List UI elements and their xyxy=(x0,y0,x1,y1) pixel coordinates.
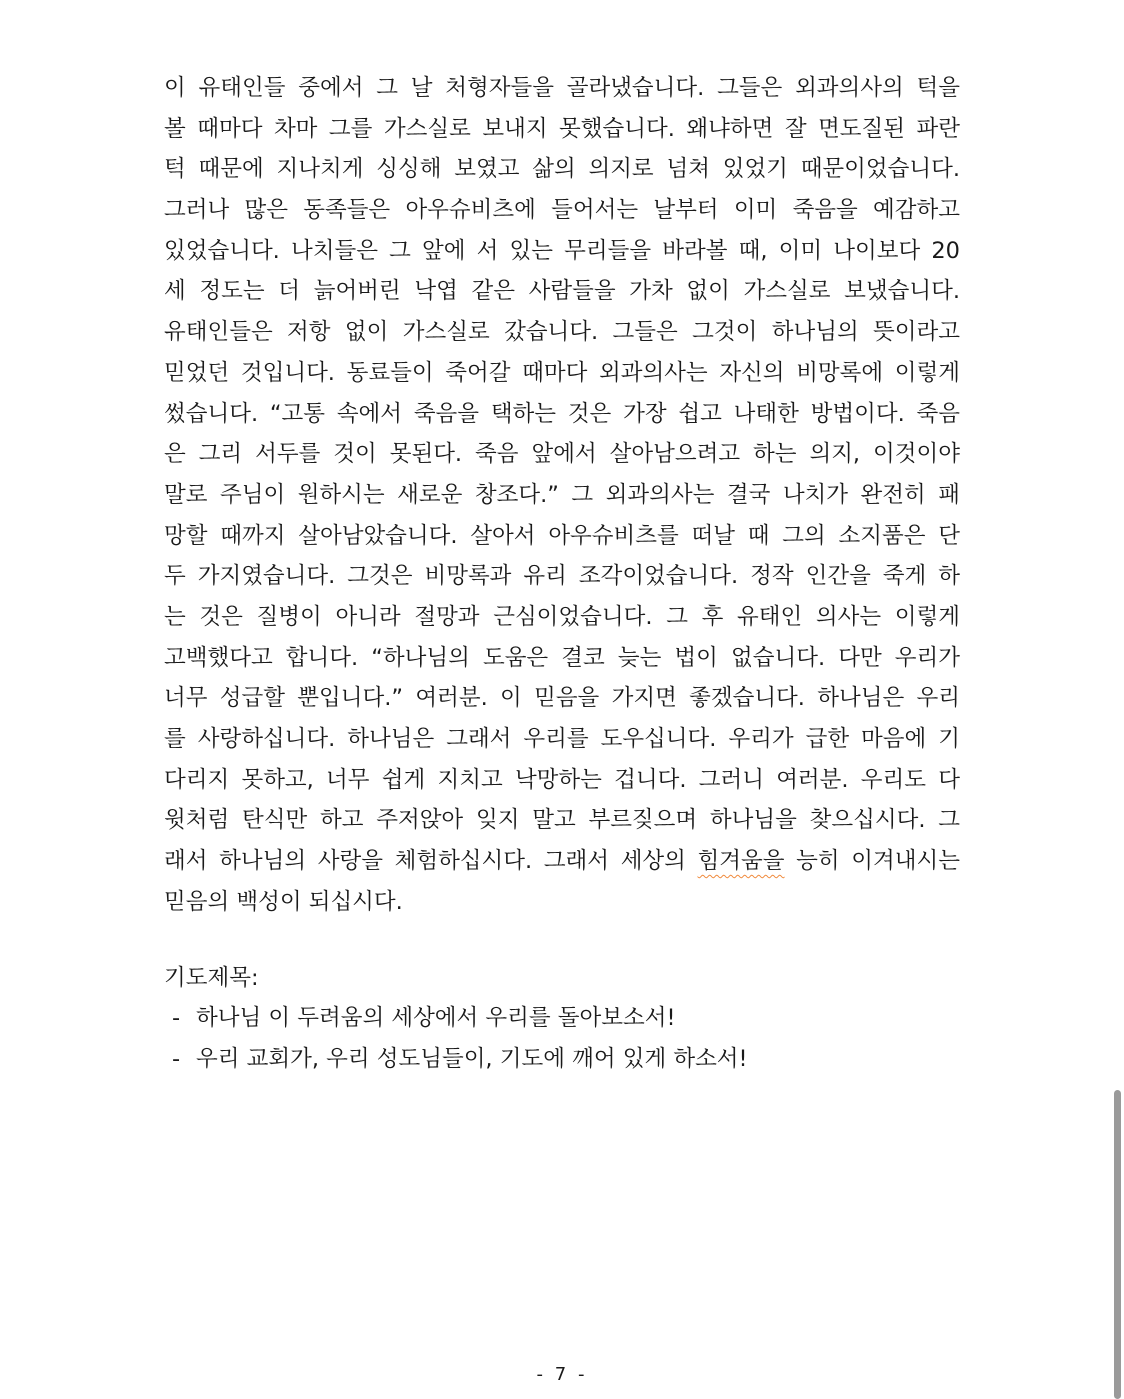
body-line: 망할 때까지 살아남았습니다. 살아서 아우슈비츠를 떠날 때 그의 소지품은 단 xyxy=(164,522,960,549)
body-line: 은 그리 서두를 것이 못된다. 죽음 앞에서 살아남으려고 하는 의지, 이것이야 xyxy=(164,441,960,468)
prayer-title: 기도제목: xyxy=(164,965,259,991)
prayer-item xyxy=(172,1039,748,1080)
bullet-dash: - xyxy=(172,1005,181,1031)
body-text-segment: 래서 하나님의 사랑을 체험하십시다. 그래서 세상의 xyxy=(164,848,698,875)
body-line xyxy=(164,841,960,882)
body-line: 믿었던 것입니다. 동료들이 죽어갈 때마다 외과의사는 자신의 비망록에 이렇게 xyxy=(164,359,960,386)
body-line: 말로 주님이 원하시는 새로운 창조다.” 그 외과의사는 결국 나치가 완전히 패 xyxy=(164,481,960,508)
prayer-item-text: 하나님 이 두려움의 세상에서 우리를 돌아보소서! xyxy=(196,1005,676,1031)
prayer-list xyxy=(172,998,748,1079)
body-line: 믿음의 백성이 되십시다. xyxy=(164,888,403,915)
sermon-body xyxy=(164,68,960,922)
spellcheck-flagged-word[interactable]: 힘겨움을 xyxy=(697,848,785,875)
body-text-segment: 능히 이겨내시는 xyxy=(784,848,960,875)
body-line: 를 사랑하십니다. 하나님은 그래서 우리를 도우십니다. 우리가 급한 마음에 기 xyxy=(164,726,960,752)
body-line: 있었습니다. 나치들은 그 앞에 서 있는 무리들을 바라볼 때, 이미 나이보다 20 xyxy=(164,237,960,264)
body-line: 턱 때문에 지나치게 싱싱해 보였고 삶의 의지로 넘쳐 있었기 때문이었습니다. xyxy=(164,156,960,183)
prayer-item-text: 우리 교회가, 우리 성도님들이, 기도에 깨어 있게 하소서! xyxy=(196,1045,748,1072)
body-line: 유태인들은 저항 없이 가스실로 갔습니다. 그들은 그것이 하나님의 뜻이라고 xyxy=(164,319,960,346)
body-line: 볼 때마다 차마 그를 가스실로 보내지 못했습니다. 왜냐하면 잘 면도질된 파란 xyxy=(164,115,960,142)
scrollbar-thumb[interactable] xyxy=(1114,1090,1121,1399)
bullet-dash: - xyxy=(172,1045,181,1072)
body-line: 썼습니다. “고통 속에서 죽음을 택하는 것은 가장 쉽고 나태한 방법이다. 죽음 xyxy=(164,400,960,427)
prayer-item xyxy=(172,998,748,1039)
vertical-scrollbar[interactable] xyxy=(1110,0,1124,1399)
body-line: 다리지 못하고, 너무 쉽게 지치고 낙망하는 겁니다. 그러니 여러분. 우리도 다 xyxy=(164,766,960,793)
body-line: 두 가지였습니다. 그것은 비망록과 유리 조각이었습니다. 정작 인간을 죽게 하 xyxy=(164,563,960,590)
body-line: 너무 성급할 뿐입니다.” 여러분. 이 믿음을 가지면 좋겠습니다. 하나님은 우리 xyxy=(164,685,960,712)
body-line: 세 정도는 더 늙어버린 낙엽 같은 사람들을 가차 없이 가스실로 보냈습니다. xyxy=(164,278,960,305)
body-line: 그러나 많은 동족들은 아우슈비츠에 들어서는 날부터 이미 죽음을 예감하고 xyxy=(164,197,960,224)
page-number: - 7 - xyxy=(536,1364,588,1385)
body-line: 윗처럼 탄식만 하고 주저앉아 잊지 말고 부르짖으며 하나님을 찾으십시다. 그 xyxy=(164,807,960,834)
body-line: 이 유태인들 중에서 그 날 처형자들을 골라냈습니다. 그들은 외과의사의 턱을 xyxy=(164,75,960,101)
body-line: 고백했다고 합니다. “하나님의 도움은 결코 늦는 법이 없습니다. 다만 우리가 xyxy=(164,644,960,671)
body-line: 는 것은 질병이 아니라 절망과 근심이었습니다. 그 후 유태인 의사는 이렇게 xyxy=(164,603,960,630)
